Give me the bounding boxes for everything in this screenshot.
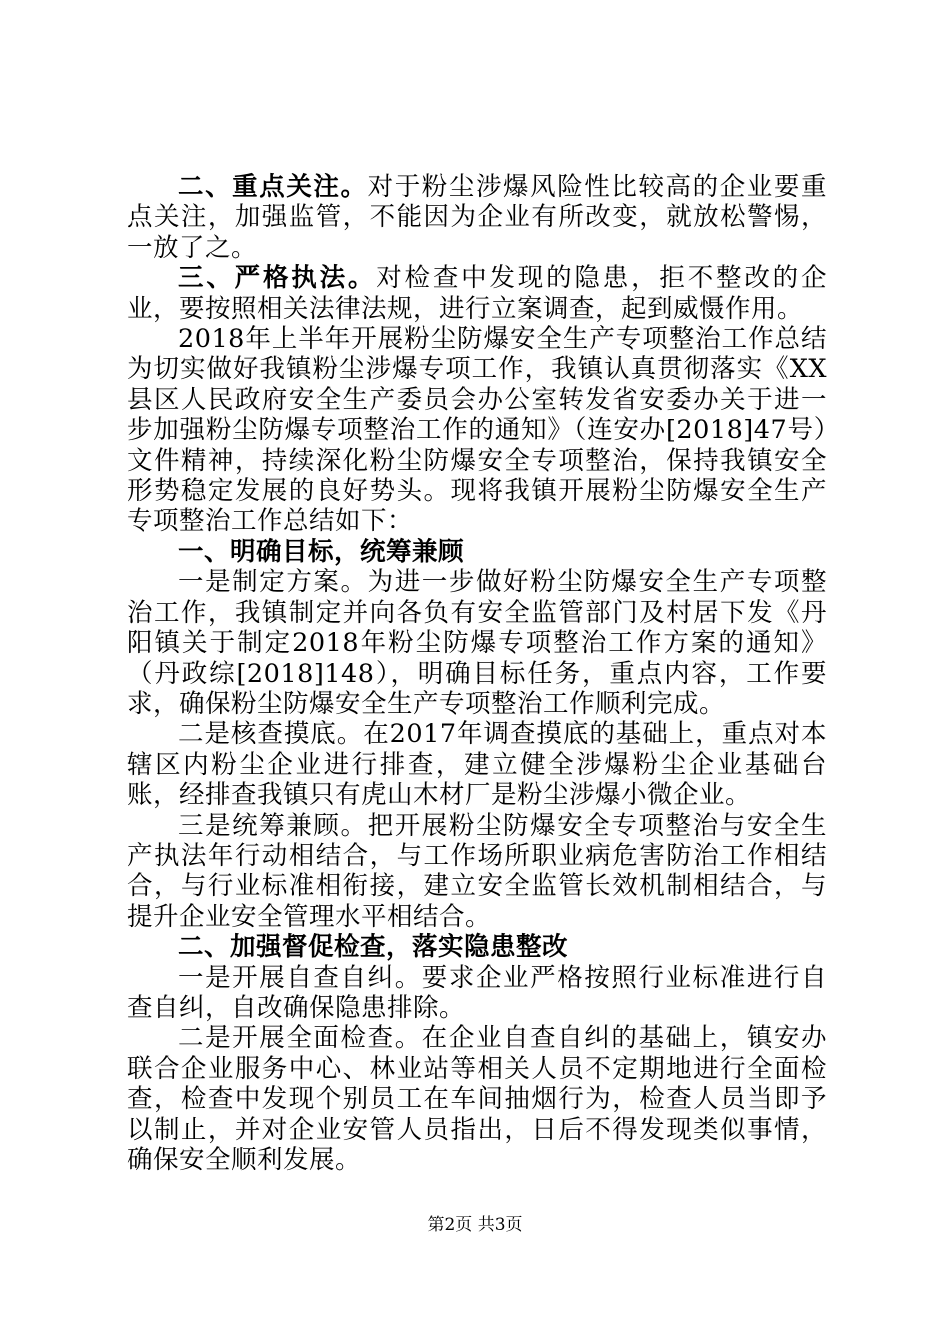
paragraph-focus-body: 对于粉尘涉爆风险性比较高的企业要重点关注，加强监管，不能因为企业有所改变，就放松警惕，一放了之。 [127,172,827,263]
paragraph-summary-intro: 2018年上半年开展粉尘防爆安全生产专项整治工作总结为切实做好我镇粉尘涉爆专项工作，我镇认真贯彻落实《XX县区人民政府安全生产委员会办公室转发省安委办关于进一步加强粉尘防爆专项整治工作的通知》（连安办[2018]47号）文件精神，持续深化粉尘防爆安全专项整治，保持我镇安全形势稳定发展的良好势头。现将我镇开展粉尘防爆安全生产专项整治工作总结如下： [127,324,827,537]
section-heading-inspection: 二、加强督促检查，落实隐患整改 [178,932,569,963]
document-body [127,172,827,1175]
paragraph-focus-lead: 二、重点关注。 [178,172,368,202]
paragraph-enforcement [127,263,827,324]
section-heading-goals: 一、明确目标，统筹兼顾 [178,536,465,567]
paragraph-self-check: 一是开展自查自纠。要求企业严格按照行业标准进行自查自纠，自改确保隐患排除。 [127,962,827,1023]
paragraph-enforcement-lead: 三、严格执法。 [178,263,377,294]
paragraph-focus [127,172,827,263]
paragraph-plan: 一是制定方案。为进一步做好粉尘防爆安全生产专项整治工作，我镇制定并向各负有安全监管部门及村居下发《丹阳镇关于制定2018年粉尘防爆专项整治工作方案的通知》（丹政综[2018]148），明确目标任务，重点内容，工作要求，确保粉尘防爆安全生产专项整治工作顺利完成。 [127,567,827,719]
paragraph-survey: 二是核查摸底。在2017年调查摸底的基础上，重点对本辖区内粉尘企业进行排查，建立健全涉爆粉尘企业基础台账，经排查我镇只有虎山木材厂是粉尘涉爆小微企业。 [127,719,827,811]
paragraph-coordination: 三是统筹兼顾。把开展粉尘防爆安全专项整治与安全生产执法年行动相结合，与工作场所职业病危害防治工作相结合，与行业标准相衔接，建立安全监管长效机制相结合，与提升企业安全管理水平相结合。 [127,810,827,932]
paragraph-enforcement-body: 对检查中发现的隐患，拒不整改的企业，要按照相关法律法规，进行立案调查，起到威慑作用。 [127,263,827,324]
page-footer: 第2页 共3页 [427,1215,523,1235]
paragraph-full-inspection: 二是开展全面检查。在企业自查自纠的基础上，镇安办联合企业服务中心、林业站等相关人员不定期地进行全面检查，检查中发现个别员工在车间抽烟行为，检查人员当即予以制止，并对企业安管人员指出，日后不得发现类似事情，确保安全顺利发展。 [127,1023,827,1175]
